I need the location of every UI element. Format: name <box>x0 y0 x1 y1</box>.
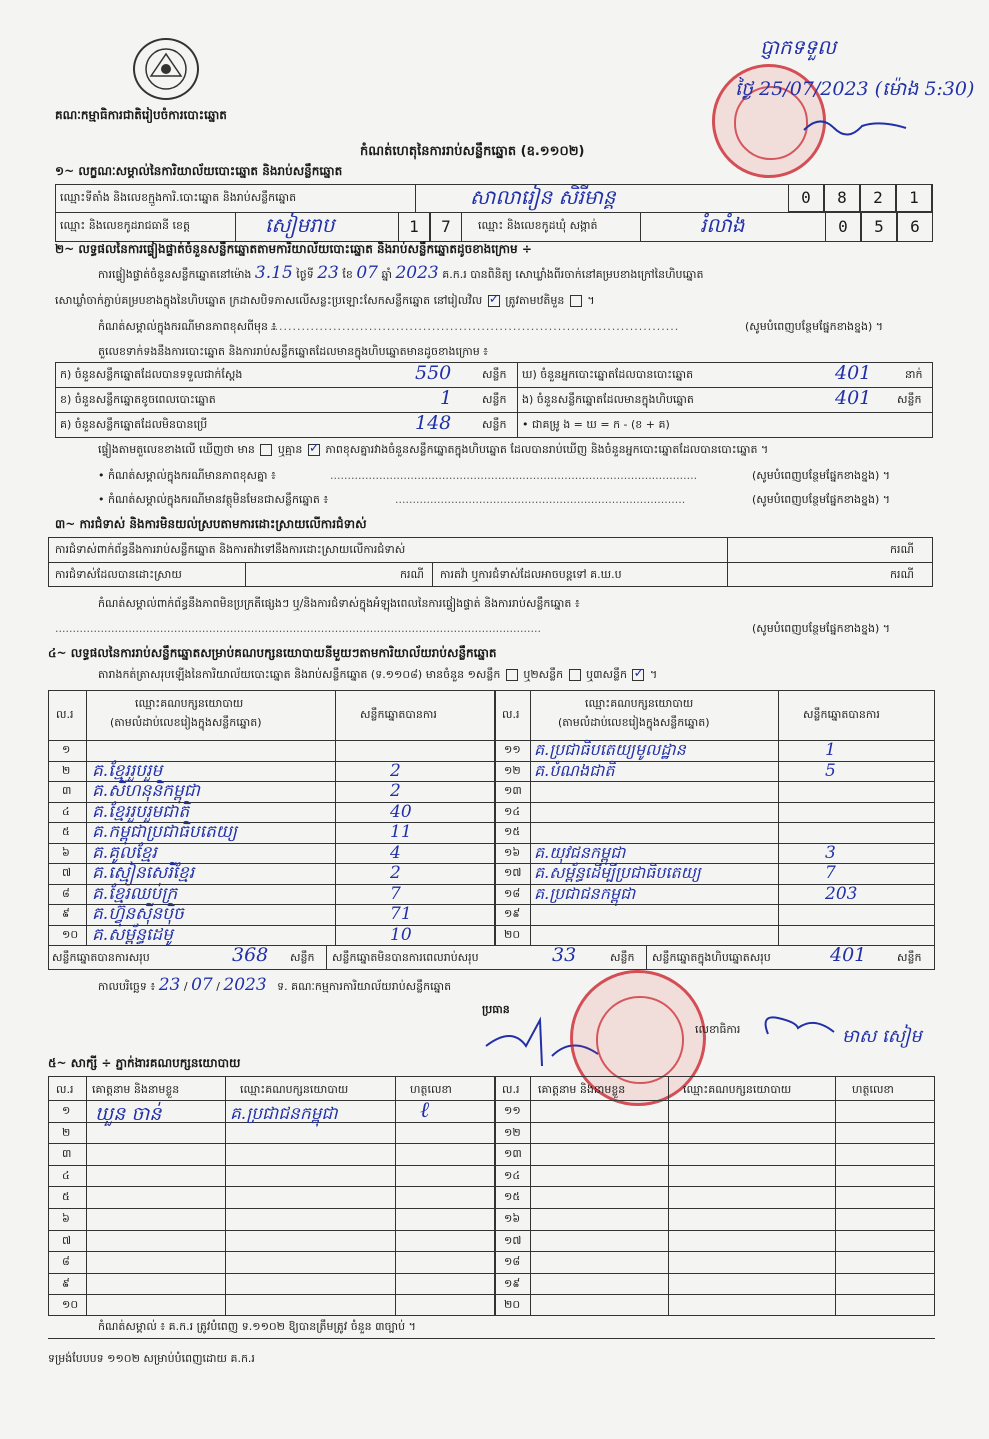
figures-intro: តួលេខទាក់ទងនឹងការបោះឆ្នោត និងការរាប់សន្លឹកឆ្នោតដែលមានក្នុងហិបឆ្នោតមានដូចខាងក្រោម ៖ <box>98 345 489 358</box>
seal-intact-checkbox[interactable] <box>488 295 500 307</box>
results-row-party: គ.សីហនុនិកម្ពុជា <box>92 781 200 801</box>
witness-row-no: ១១ <box>504 1104 521 1117</box>
secretary-name: មាស សៀម <box>842 1026 922 1047</box>
irregularity-note: កំណត់សម្គាល់ពាក់ព័ន្ធនឹងភាពមិនប្រក្រតីផ្សេងៗ ឬ/និងការជំទាស់ក្នុងអំឡុងពេលនៃការផ្ទៀងផ្ទាត់ និងការរាប់សន្លឹកឆ្នោត ៖ <box>98 597 580 610</box>
total-invalid-value: 33 <box>552 944 577 966</box>
secretary-signature <box>758 1008 838 1042</box>
results-col-votes: សន្លឹកឆ្នោតបានការ <box>360 708 437 721</box>
results-row-votes: 10 <box>390 924 412 945</box>
results-row-votes: 7 <box>390 883 401 904</box>
results-row-no: ៧ <box>62 866 72 879</box>
results-row-no: ១៥ <box>504 825 521 838</box>
province-value: សៀមរាប <box>265 213 335 237</box>
results-row-party: គ.ហ៊្វុនស៊ីនប៉ិច <box>92 904 184 924</box>
results-row-no: ២ <box>62 763 71 777</box>
sign-date-month: 07 <box>191 975 213 995</box>
results-col-no: ល.រ <box>56 708 74 721</box>
results-row-no: ១១ <box>504 743 521 756</box>
fill-back-note: (សូមបំពេញបន្ថែមផ្នែកខាងខ្នង) ។ <box>745 320 884 333</box>
seal-not-intact-checkbox[interactable] <box>570 295 582 307</box>
witness-row-no: ៥ <box>62 1190 70 1204</box>
results-col-party: ឈ្មោះគណបក្សនយោបាយ <box>135 697 244 710</box>
witness-row-no: ៨ <box>62 1255 70 1269</box>
results-row-no: ៦ <box>62 845 70 859</box>
location-value: សាលារៀន សិរីមាន្គ <box>470 185 616 209</box>
received-label: ក) ចំនួនសន្លឹកឆ្នោតដែលបានទទួលជាក់ស្តែង <box>60 368 243 381</box>
results-row-party: គ.ប្រជាធិបតេយ្យមូលដ្ឋាន <box>534 740 686 759</box>
location-label: ឈ្មោះទីតាំង និងលេខក្មួងការិ.បោះឆ្នោត និងរាប់សន្លឹកឆ្នោត <box>60 191 297 204</box>
results-row-votes: 203 <box>825 883 858 904</box>
witness-row-no: ១៦ <box>504 1212 521 1225</box>
results-row-party: គ.ប្រជាជនកម្ពុជា <box>534 883 636 903</box>
ballot-count-form: គណៈកម្មាធិការជាតិរៀបចំការបោះឆ្នោត ប្ញាកទទួល ថ្ងៃ 25/07/2023 (ម៉ោង 5:30) កំណត់ហេតុនៃការរាប់សន្លឹកឆ្នោត (ឧ.១១០២) ១~ លក្ខណៈសម្គាល់នៃការិយាល័យបោះឆ្នោត និងរាប់សន្លឹកឆ្នោត ឈ្មោះទីតាំង និងលេខក្មួងការិ.បោះឆ្នោត និងរាប់សន្លឹកឆ្នោត សាលារៀន សិរីមាន្គ 0 8 2 1 ឈ្មោះ និងលេខកូដរាជធានី ខេត្ត សៀមរាប 1 7 ឈ្មោះ និងលេខកូដឃុំ សង្កាត់ រំលាំង 0 5 6 ២~ លទ្ធផលនៃការផ្ទៀងផ្ទាត់ចំនួនសន្លឹកឆ្នោតតាមការិយាល័យបោះឆ្នោត និងរាប់សន្លឹកឆ្នោតដូចខាងក្រោម ÷ ការផ្ទៀងផ្ទាត់ចំនួនសន្លឹកឆ្នោតនៅម៉ោង 3.15 ថ្ងៃទី 23 ខែ 07 ឆ្នាំ 2023 គ.ក.រ បានពិនិត្យ សោឃ្លាំងពីរចាក់នៅគម្របខាងក្រៅនៃហិបឆ្នោត សោឃ្លាំចាក់ភ្ជាប់គម្របខាងក្នុងនៃហិបឆ្នោត ក្រដាសបិទភាសលើសន្លះប្រឡោះសែកសន្លឹកឆ្នោត នៅរៀលវិល ✓ ត្រូវតាមឋតិមួន ។ កំណត់សម្គាល់ក្នុងករណីមានភាពខុសពីមុន ៖ ........................................................................................... (សូមបំពេញបន្ថែមផ្នែកខាងខ្នង) ។ តួលេខទាក់ទងនឹងការបោះឆ្នោត និងការរាប់សន្លឹកឆ្នោតដែលមានក្នុងហិបឆ្នោតមានដូចខាងក្រោម ៖ ក) ចំនួនសន្លឹកឆ្នោតដែលបានទទួលជាក់ស្តែង 550 សន្លឹក ឃ) ចំនួនអ្នកបោះឆ្នោតដែលបានបោះឆ្នោត 401 នាក់ ខ) ចំនួនសន្លឹកឆ្នោតខូចពេលបោះឆ្នោត 1 សន្លឹក ង) ចំនួនសន្លឹកឆ្នោតដែលមានក្នុងហិបឆ្នោត 401 សន្លឹក គ) ចំនួនសន្លឹកឆ្នោតដែលមិនបានប្រើ 148 សន្លឹក • ជាគម្រូ ង = ឃ = ក - (ខ + គ) ផ្ទៀងតាមតួលេខខាងលើ ឃើញថា មាន ឬគ្មាន ✓ ភាពខុសគ្នារវាងចំនួនសន្លឹកឆ្នោតក្នុងហិបឆ្នោត ដែលបានរាប់ឃើញ និងចំនួនអ្នកបោះឆ្នោតដែលបានបោះឆ្នោត ។ • កំណត់សម្គាល់ក្នុងករណីមានភាពខុសគ្នា ៖ ......................................................................................................... (សូមបំពេញបន្ថែមផ្នែកខាងខ្នង) ។ • កំណត់សម្គាល់ក្នុងករណីមានវត្ថុមិនមែនជាសន្លឹកឆ្នោត ៖ ................................................................................... (សូមបំពេញបន្ថែមផ្នែកខាងខ្នង) ។ ៣~ ការជំទាស់ និងការមិនយល់ស្របតាមការដោះស្រាយលើការជំទាស់ ការជំទាស់ពាក់ព័ន្ធនឹងការរាប់សន្លឹកឆ្នោត និងការតវ៉ាទៅនឹងការដោះស្រាយលើការជំទាស់ ករណី ការជំទាស់ដែលបានដោះស្រាយ ករណី ការតវ៉ា ឬការជំទាស់ដែលអាចបន្តទៅ គ.ឃ.ប ករណី កំណត់សម្គាល់ពាក់ព័ន្ធនឹងភាពមិនប្រក្រតីផ្សេងៗ ឬ/និងការជំទាស់ក្នុងអំឡុងពេលនៃការផ្ទៀងផ្ទាត់ និងការរាប់សន្លឹកឆ្នោត ៖ ........................................................................................................................................... (សូមបំពេញបន្ថែមផ្នែកខាងខ្នង) ។ ៤~ លទ្ធផលនៃការរាប់សន្លឹកឆ្នោតសម្រាប់គណបក្សនយោបាយនីមួយៗតាមការិយាល័យរាប់សន្លឹកឆ្នោត តារាងកត់ត្រាសរុបឡើងនៃការិយាល័យបោះឆ្នោត និងរាប់សន្លឹកឆ្នោត (ទ.១១០៨) មានចំនួន ១សន្លឹក ឬ២សន្លឹក ឬ៣សន្លឹក ✓ ។ ល.រ ឈ្មោះគណបក្សនយោបាយ (តាមលំដាប់លេខរៀងក្នុងសន្លឹកឆ្នោត) សន្លឹកឆ្នោតបានការ ល.រ ឈ្មោះគណបក្សនយោបាយ (តាមលំដាប់លេខរៀងក្នុងសន្លឹកឆ្នោត) សន្លឹកឆ្នោតបានការ ១ ២ គ.ខ្មែររួបរួម 2 ៣ គ.សីហនុនិកម្ពុជា 2 ៤ គ.ខ្មែររួបរួមជាតិ 40 ៥ គ.កម្ពុជាប្រជាធិបតេយ្យ 11 ៦ គ.គូលខ្មែរ 4 ៧ គ.ស្មៀនសេរីខ្មែរ 2 ៨ គ.ខ្មែរឈប់ក្រ 7 ៩ គ.ហ៊្វុនស៊ីនប៉ិច 71 ១០ គ.សម្ព័ន្ធដេមូ 10 ១១ គ.ប្រជាធិបតេយ្យមូលដ្ឋាន 1 ១២ គ.បំណងជាតិ 5 ១៣ ១៤ ១៥ ១៦ គ.យុវជនកម្ពុជា 3 ១៧ គ.សម្ព័ន្ធដើម្បីប្រជាធិបតេយ្យ 7 ១៨ គ.ប្រជាជនកម្ពុជា 203 ១៩ ២០ សន្លឹកឆ្នោតបានការសរុប 368 សន្លឹក សន្លឹកឆ្នោតមិនបានការពេលរាប់សរុប 33 សន្លឹក សន្លឹកឆ្នោតក្នុងហិបឆ្នោតសរុប 401 សន្លឹក កាលបរិច្ឆេទ ៖ 23 / 07 / 2023 ទ. គណៈកម្មការការិយាល័យរាប់សន្លឹកឆ្នោត ប្រធាន លេខាធិការ មាស សៀម ៥~ សាក្សី ÷ ភ្នាក់ងារគណបក្សនយោបាយ ល.រ គោត្តនាម និងនាមខ្លួន ឈ្មោះគណបក្សនយោបាយ ហត្ថលេខា ល.រ គោត្តនាម និងនាមខ្លួន ឈ្មោះគណបក្សនយោបាយ ហត្ថលេខា ១ ១១ ២ ១២ ៣ ១៣ ៤ ១៤ ៥ ១៥ ៦ ១៦ ៧ ១៧ ៨ ១៨ ៩ ១៩ ១០ ២០ ឃួន ចាន់ គ.ប្រជាជនកម្ពុជា ℓ កំណត់សម្គាល់ ៖ គ.ក.រ ត្រូវបំពេញ ទ.១១០២ ឱ្យបានត្រឹមត្រូវ ចំនួន ៣ច្បាប់ ។ ទម្រង់បែបបទ ១១០២ សម្រាប់បំពេញដោយ គ.ក.រ <box>0 0 989 1439</box>
results-row-party: គ.ខ្មែររួបរួម <box>92 760 163 781</box>
results-row-no: ១៦ <box>504 845 521 859</box>
voted-value: 401 <box>835 362 872 384</box>
section3-title: ៣~ ការជំទាស់ និងការមិនយល់ស្របតាមការដោះស្រាយលើការជំទាស់ <box>55 517 367 531</box>
commune-code: 0 5 6 <box>825 212 933 242</box>
results-row-no: ១៣ <box>504 784 522 797</box>
witness-row-no: ៩ <box>62 1276 70 1290</box>
witness-row-no: ៤ <box>62 1168 70 1182</box>
sign-date-year: 2023 <box>223 975 267 995</box>
verify-time: 3.15 <box>254 263 293 283</box>
results-row-no: ១៩ <box>504 907 521 920</box>
voted-label: ឃ) ចំនួនអ្នកបោះឆ្នោតដែលបានបោះឆ្នោត <box>522 368 694 381</box>
witness-row-no: ១៧ <box>504 1233 522 1247</box>
witness-row-no: ១៩ <box>504 1276 521 1290</box>
committee-name: គណៈកម្មាធិការជាតិរៀបចំការបោះឆ្នោត <box>55 108 227 122</box>
chair-label: ប្រធាន <box>482 1003 510 1016</box>
in-box-label: ង) ចំនួនសន្លឹកឆ្នោតដែលមានក្នុងហិបឆ្នោត <box>522 393 694 406</box>
results-row-party: គ.យុវជនកម្ពុជា <box>534 842 626 862</box>
signature-top <box>800 110 910 140</box>
results-row-no: ១២ <box>504 763 521 777</box>
results-row-no: ១៤ <box>504 804 521 818</box>
objection-forwarded: ការតវ៉ា ឬការជំទាស់ដែលអាចបន្តទៅ គ.ឃ.ប <box>440 568 622 581</box>
has-difference-checkbox[interactable] <box>260 444 272 456</box>
witness1-party: គ.ប្រជាជនកម្ពុជា <box>230 1104 338 1124</box>
results-row-party: គ.គូលខ្មែរ <box>92 842 157 863</box>
two-sheet-checkbox[interactable] <box>569 669 581 681</box>
spoiled-value: 1 <box>440 387 453 409</box>
footer-form-note: ទម្រង់បែបបទ ១១០២ សម្រាប់បំពេញដោយ គ.ក.រ <box>48 1352 255 1365</box>
witness1-name: ឃួន ចាន់ <box>95 1103 162 1125</box>
witness1-signature: ℓ <box>420 1098 430 1123</box>
sign-date-day: 23 <box>158 975 181 995</box>
footer-note: កំណត់សម្គាល់ ៖ គ.ក.រ ត្រូវបំពេញ ទ.១១០២ ឱ្យបានត្រឹមត្រូវ ចំនួន ៣ច្បាប់ ។ <box>98 1320 416 1333</box>
results-row-no: ១០ <box>62 927 79 941</box>
witness-row-no: ១ <box>62 1104 71 1117</box>
witness-col-name: គោត្តនាម និងនាមខ្លួន <box>92 1083 180 1096</box>
sign-date-line: កាលបរិច្ឆេទ ៖ 23 / 07 / 2023 ទ. គណៈកម្មការការិយាល័យរាប់សន្លឹកឆ្នោត <box>98 975 452 995</box>
results-row-votes: 1 <box>825 740 836 760</box>
section4-title: ៤~ លទ្ធផលនៃការរាប់សន្លឹកឆ្នោតសម្រាប់គណបក្សនយោបាយនីមួយៗតាមការិយាល័យរាប់សន្លឹកឆ្នោត <box>48 646 497 660</box>
results-row-party: គ.បំណងជាតិ <box>534 760 615 780</box>
results-row-no: ៥ <box>62 825 70 838</box>
total-box-value: 401 <box>830 944 867 966</box>
results-row-party: គ.សម្ព័ន្ធដេមូ <box>92 924 173 945</box>
commune-label: ឈ្មោះ និងលេខកូដឃុំ សង្កាត់ <box>478 219 598 232</box>
no-difference-checkbox[interactable] <box>308 444 320 456</box>
results-row-no: ៣ <box>62 784 72 797</box>
section1-title: ១~ លក្ខណៈសម្គាល់នៃការិយាល័យបោះឆ្នោត និងរាប់សន្លឹកឆ្នោត <box>55 164 343 178</box>
results-row-party: គ.ខ្មែររួបរួមជាតិ <box>92 801 190 822</box>
results-row-party: គ.ខ្មែរឈប់ក្រ <box>92 883 178 904</box>
unused-label: គ) ចំនួនសន្លឹកឆ្នោតដែលមិនបានប្រើ <box>60 418 208 431</box>
results-row-votes: 5 <box>825 760 836 781</box>
results-row-no: ៤ <box>62 804 70 818</box>
objection-row1: ការជំទាស់ពាក់ព័ន្ធនឹងការរាប់សន្លឹកឆ្នោត និងការតវ៉ាទៅនឹងការដោះស្រាយលើការជំទាស់ <box>55 543 406 556</box>
witness-row-no: ៧ <box>62 1233 72 1247</box>
witness-col-no: ល.រ <box>56 1083 74 1096</box>
results-row-votes: 2 <box>390 760 401 781</box>
witness-col-sign: ហត្ថលេខា <box>410 1083 452 1096</box>
witness-row-no: ១៤ <box>504 1168 521 1182</box>
objection-resolved: ការជំទាស់ដែលបានដោះស្រាយ <box>55 568 182 581</box>
results-row-no: ១៨ <box>504 886 521 900</box>
witness-row-no: ១៣ <box>504 1147 522 1161</box>
province-code: 1 7 <box>398 212 462 242</box>
results-row-party: គ.ស្មៀនសេរីខ្មែរ <box>92 863 195 883</box>
witness-row-no: ១២ <box>504 1125 521 1139</box>
total-valid-value: 368 <box>232 944 269 966</box>
location-code: 0 8 2 1 <box>788 184 932 212</box>
spoiled-label: ខ) ចំនួនសន្លឹកឆ្នោតខូចពេលបោះឆ្នោត <box>60 393 216 406</box>
results-row-party: គ.កម្ពុជាប្រជាធិបតេយ្យ <box>92 822 238 842</box>
section5-title: ៥~ សាក្សី ÷ ភ្នាក់ងារគណបក្សនយោបាយ <box>48 1056 241 1070</box>
results-row-no: ៨ <box>62 886 70 900</box>
verify-day: 23 <box>317 263 339 283</box>
seal-line: សោឃ្លាំចាក់ភ្ជាប់គម្របខាងក្នុងនៃហិបឆ្នោត ក្រដាសបិទភាសលើសន្លះប្រឡោះសែកសន្លឹកឆ្នោត នៅរៀលវិល ✓ ត្រូវតាមឋតិមួន ។ <box>55 294 595 310</box>
unused-value: 148 <box>415 412 452 434</box>
sheet-count-line: តារាងកត់ត្រាសរុបឡើងនៃការិយាល័យបោះឆ្នោត និងរាប់សន្លឹកឆ្នោត (ទ.១១០៨) មានចំនួន ១សន្លឹក ឬ២សន្លឹក ឬ៣សន្លឹក ✓ ។ <box>98 668 657 684</box>
commune-value: រំលាំង <box>700 213 745 237</box>
formula: • ជាគម្រូ ង = ឃ = ក - (ខ + គ) <box>522 418 670 431</box>
witness-row-no: ៣ <box>62 1147 72 1161</box>
results-row-no: ១ <box>62 743 71 756</box>
three-sheet-checkbox[interactable] <box>632 669 644 681</box>
verify-time-line: ការផ្ទៀងផ្ទាត់ចំនួនសន្លឹកឆ្នោតនៅម៉ោង 3.15 ថ្ងៃទី 23 ខែ 07 ឆ្នាំ 2023 គ.ក.រ បានពិនិត្យ សោឃ្លាំងពីរចាក់នៅគម្របខាងក្រៅនៃហិបឆ្នោត <box>98 263 704 283</box>
secretary-label: លេខាធិការ <box>695 1023 741 1036</box>
in-box-value: 401 <box>835 387 872 409</box>
results-row-votes: 7 <box>825 863 836 883</box>
province-label: ឈ្មោះ និងលេខកូដរាជធានី ខេត្ត <box>60 219 190 232</box>
results-row-no: ៩ <box>62 907 70 920</box>
emblem-icon <box>133 38 199 100</box>
results-row-votes: 40 <box>390 801 412 822</box>
received-value: 550 <box>415 362 452 384</box>
form-title: កំណត់ហេតុនៃការរាប់សន្លឹកឆ្នោត (ឧ.១១០២) <box>360 144 585 159</box>
witness-row-no: ១៥ <box>504 1190 521 1204</box>
results-row-party: គ.សម្ព័ន្ធដើម្បីប្រជាធិបតេយ្យ <box>534 863 701 882</box>
witness-row-no: ១៨ <box>504 1255 521 1269</box>
results-row-votes: 3 <box>825 842 836 863</box>
results-row-votes: 11 <box>390 822 412 842</box>
results-row-no: ២០ <box>504 927 521 941</box>
witness-table <box>48 1076 935 1316</box>
one-sheet-checkbox[interactable] <box>506 669 518 681</box>
results-row-votes: 2 <box>390 863 401 883</box>
bullet-difference: • កំណត់សម្គាល់ក្នុងករណីមានភាពខុសគ្នា ៖ <box>98 469 276 482</box>
total-box-label: សន្លឹកឆ្នោតក្នុងហិបឆ្នោតសរុប <box>652 951 771 964</box>
verify-year: 2023 <box>395 263 439 283</box>
total-invalid-label: សន្លឹកឆ្នោតមិនបានការពេលរាប់សរុប <box>332 951 479 964</box>
handwritten-received: ប្ញាកទទួល <box>760 35 837 59</box>
verify-month: 07 <box>356 263 378 283</box>
witness-col-party: ឈ្មោះគណបក្សនយោបាយ <box>240 1083 349 1096</box>
results-row-no: ១៧ <box>504 866 522 879</box>
witness-row-no: ២ <box>62 1125 71 1139</box>
witness-row-no: ២០ <box>504 1298 521 1312</box>
diff-note-label: កំណត់សម្គាល់ក្នុងករណីមានភាពខុសពីមុន ៖ <box>98 320 277 333</box>
results-row-votes: 71 <box>390 904 412 924</box>
section2-title: ២~ លទ្ធផលនៃការផ្ទៀងផ្ទាត់ចំនួនសន្លឹកឆ្នោតតាមការិយាល័យបោះឆ្នោត និងរាប់សន្លឹកឆ្នោតដូចខាងក្រោម ÷ <box>55 242 532 256</box>
total-valid-label: សន្លឹកឆ្នោតបានការសរុប <box>52 951 150 964</box>
difference-check-line: ផ្ទៀងតាមតួលេខខាងលើ ឃើញថា មាន ឬគ្មាន ✓ ភាពខុសគ្នារវាងចំនួនសន្លឹកឆ្នោតក្នុងហិបឆ្នោត ដែលបានរាប់ឃើញ និងចំនួនអ្នកបោះឆ្នោតដែលបានបោះឆ្នោត ។ <box>98 443 768 459</box>
witness-row-no: ៦ <box>62 1212 70 1225</box>
witness-row-no: ១០ <box>62 1298 79 1312</box>
handwritten-date: ថ្ងៃ 25/07/2023 (ម៉ោង 5:30) <box>735 78 975 100</box>
results-col-party-sub: (តាមលំដាប់លេខរៀងក្នុងសន្លឹកឆ្នោត) <box>110 716 262 729</box>
bullet-non-ballot: • កំណត់សម្គាល់ក្នុងករណីមានវត្ថុមិនមែនជាសន្លឹកឆ្នោត ៖ <box>98 493 329 506</box>
results-row-votes: 2 <box>390 781 401 801</box>
results-row-votes: 4 <box>390 842 401 863</box>
